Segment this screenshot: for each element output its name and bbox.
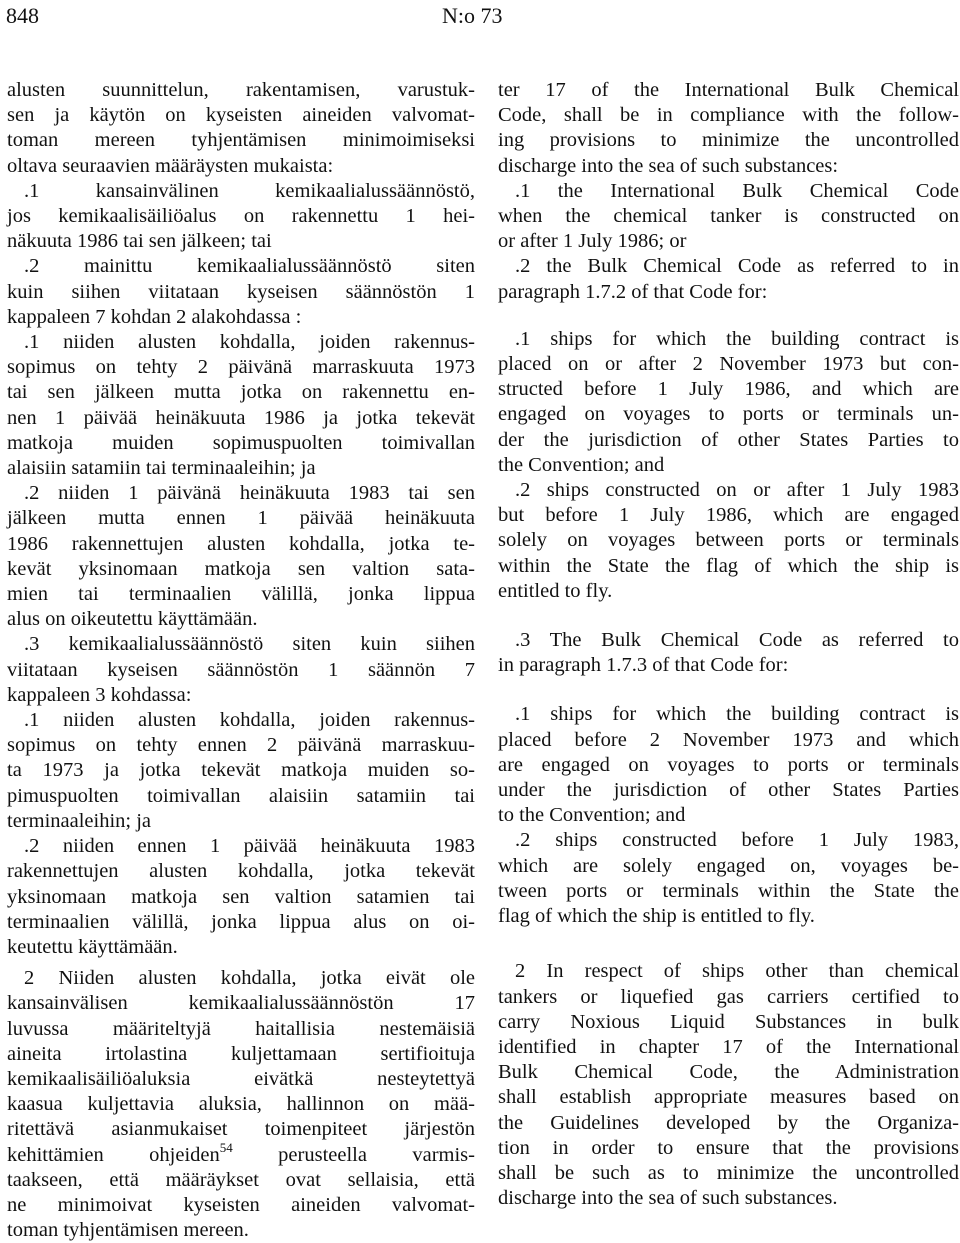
text-line: which are solely engaged on, voyages be- (498, 854, 959, 877)
text-line: to the Convention; and (498, 804, 686, 827)
text-line: entitled to fly. (498, 579, 613, 602)
text-line: .1 niiden alusten kohdalla, joiden rakennus- (24, 331, 475, 354)
text-line: näkuuta 1986 tai sen jälkeen; tai (7, 230, 272, 253)
text-line: alus on oikeutettu käyttämään. (7, 608, 258, 631)
text-line: shall be such as to minimize the uncontrolled (498, 1161, 959, 1184)
paragraph-gap (498, 929, 959, 959)
text-line: .2 ships constructed on or after 1 July 1983 (515, 479, 959, 502)
paragraph-gap (498, 678, 959, 702)
text-line: .2 ships constructed before 1 July 1983, (515, 829, 959, 852)
text-line: mien tai terminaalien välillä, jonka lippua (7, 583, 475, 606)
text-line: tween ports or terminals within the State the (498, 879, 959, 902)
text-line: structed before 1 July 1986, and which are (498, 378, 959, 401)
text-line: ta 1973 ja jotka tekevät matkoja muiden so- (7, 759, 475, 782)
text-line: tankers or liquefied gas carriers certified to (498, 985, 959, 1008)
text-line: sen ja käytön on kyseisten aineiden valvomat- (7, 104, 475, 127)
text-line: identified in chapter 17 of the International (498, 1035, 959, 1058)
text-line: ne minimoivat kyseisten aineiden valvomat- (7, 1193, 475, 1216)
text-line-with-footnote (7, 1139, 475, 1168)
text-line: flag of which the ship is entitled to fly. (498, 905, 815, 928)
text-line: kappaleen 7 kohdan 2 alakohdassa : (7, 305, 302, 328)
text-line: kaasua kuljettavia aluksia, hallinnon on mää- (7, 1093, 475, 1116)
text-fragment: kehittämien ohjeiden (7, 1143, 220, 1166)
text-line: when the chemical tanker is constructed on (498, 205, 959, 228)
text-line: kansainvälisen kemikaalialussäännöstön 17 (7, 992, 475, 1015)
text-line: pimuspuolten toimivallan alaisiin satamiin tai (7, 784, 475, 807)
text-line: are engaged on voyages to ports or terminals (498, 753, 959, 776)
text-line: paragraph 1.7.2 of that Code for: (498, 280, 768, 303)
text-line: .2 niiden 1 päivänä heinäkuuta 1983 tai sen (24, 482, 475, 505)
text-line: toman mereen tyhjentämisen minimoimiseksi (7, 129, 475, 152)
text-line: ter 17 of the International Bulk Chemical (498, 79, 959, 101)
text-line: oltava seuraavien määräysten mukaista: (7, 154, 334, 177)
text-line: der the jurisdiction of other States Parties to (498, 428, 959, 451)
text-line: .3 kemikaalialussäännöstö siten kuin siihen (24, 633, 475, 656)
text-line: yksinomaan matkoja sen valtion satamien tai (7, 885, 475, 908)
text-line: luvussa määriteltyjä haitallisia nestemäisiä (7, 1017, 475, 1040)
text-line: Code, shall be in compliance with the follow- (498, 104, 959, 127)
text-line: Bulk Chemical Code, the Administration (498, 1061, 959, 1084)
text-fragment: perusteella varmis- (278, 1143, 475, 1166)
issue-number: N:o 73 (442, 3, 503, 28)
text-line: engaged on voyages to ports or terminals un- (498, 403, 959, 426)
text-line: aineita irtolastina kuljettamaan sertifioituja (7, 1042, 475, 1065)
text-line: .1 the International Bulk Chemical Code (515, 179, 959, 202)
text-line: discharge into the sea of such substances. (498, 1187, 838, 1210)
text-line: within the State the flag of which the ship is (498, 554, 959, 577)
text-line: tai sen jälkeen mutta jotka on rakennettu en- (7, 381, 475, 404)
text-line: terminaaleihin; ja (7, 809, 152, 832)
text-line: tion in order to ensure that the provisions (498, 1136, 959, 1159)
text-line: 2 Niiden alusten kohdalla, jotka eivät ole (24, 967, 475, 990)
text-line: kappaleen 3 kohdassa: (7, 683, 192, 706)
text-line: .1 niiden alusten kohdalla, joiden rakennus- (24, 709, 475, 732)
text-line: in paragraph 1.7.3 of that Code for: (498, 654, 789, 677)
text-line: sopimus on tehty ennen 2 päivänä marraskuu- (7, 734, 475, 757)
paragraph-gap (498, 305, 959, 327)
text-line: .2 mainittu kemikaalialussäännöstö siten (24, 255, 475, 278)
text-line: .1 kansainvälinen kemikaalialussäännöstö, (24, 179, 475, 202)
text-line: kemikaalisäiliöaluksia eivätkä nesteytettyä (7, 1067, 475, 1090)
text-line: under the jurisdiction of other States Parties (498, 779, 959, 802)
text-line: 1986 rakennettujen alusten kohdalla, jotka te- (7, 532, 475, 555)
text-line: the Convention; and (498, 453, 665, 476)
text-line: .1 ships for which the building contract is (515, 703, 959, 726)
footnote-reference[interactable]: 54 (219, 1139, 233, 1155)
page-number: 848 (6, 3, 39, 28)
text-line: viitataan kyseisen säännöstön 1 säännön 7 (7, 658, 475, 681)
english-column (498, 78, 959, 1211)
text-line: terminaalien välillä, jonka lippua alus on oi- (7, 910, 475, 933)
text-line: jälkeen mutta ennen 1 päivää heinäkuuta (7, 507, 475, 530)
text-line: .1 ships for which the building contract is (515, 327, 959, 350)
text-line: rakennettujen alusten kohdalla, jotka tekevät (7, 860, 475, 883)
text-line: jos kemikaalisäiliöalus on rakennettu 1 hei- (7, 205, 475, 228)
text-line: or after 1 July 1986; or (498, 230, 687, 253)
text-line: ing provisions to minimize the uncontrolled (498, 129, 959, 152)
text-line: matkoja muiden sopimuspuolten toimivallan (7, 431, 475, 454)
text-line: solely on voyages between ports or terminals (498, 529, 959, 552)
text-line: the Guidelines developed by the Organiza- (498, 1111, 959, 1134)
text-line: .2 niiden ennen 1 päivää heinäkuuta 1983 (24, 835, 475, 858)
text-line: alaisiin satamiin tai terminaaleihin; ja (7, 457, 316, 480)
text-line: .2 the Bulk Chemical Code as referred to in (515, 255, 959, 278)
paragraph-gap (498, 604, 959, 628)
text-line: kuin siihen viitataan kyseisen säännöstön 1 (7, 280, 475, 303)
text-line: placed on or after 2 November 1973 but con- (498, 353, 959, 376)
text-line: shall establish appropriate measures based on (498, 1086, 959, 1109)
text-line: discharge into the sea of such substances: (498, 154, 839, 177)
text-line: toman tyhjentämisen mereen. (7, 1219, 249, 1242)
text-line: keutettu käyttämään. (7, 935, 178, 958)
text-line: alusten suunnittelun, rakentamisen, varustuk- (7, 79, 475, 101)
finnish-column (7, 78, 475, 1243)
text-line: .3 The Bulk Chemical Code as referred to (515, 629, 959, 652)
text-line: taakseen, että määräykset ovat sellaisia, että (7, 1168, 475, 1191)
text-line: nen 1 päivää heinäkuuta 1986 ja jotka tekevät (7, 406, 475, 429)
text-line: but before 1 July 1986, which are engaged (498, 504, 959, 527)
text-line: 2 In respect of ships other than chemical (515, 960, 959, 983)
text-line: carry Noxious Liquid Substances in bulk (498, 1010, 959, 1033)
text-line: sopimus on tehty 2 päivänä marraskuuta 1973 (7, 356, 475, 379)
text-line: placed before 2 November 1973 and which (498, 728, 959, 751)
text-line: ritettävä asianmukaiset toimenpiteet järjestön (7, 1118, 475, 1141)
text-line: kevät yksinomaan matkoja sen valtion sata- (7, 557, 475, 580)
